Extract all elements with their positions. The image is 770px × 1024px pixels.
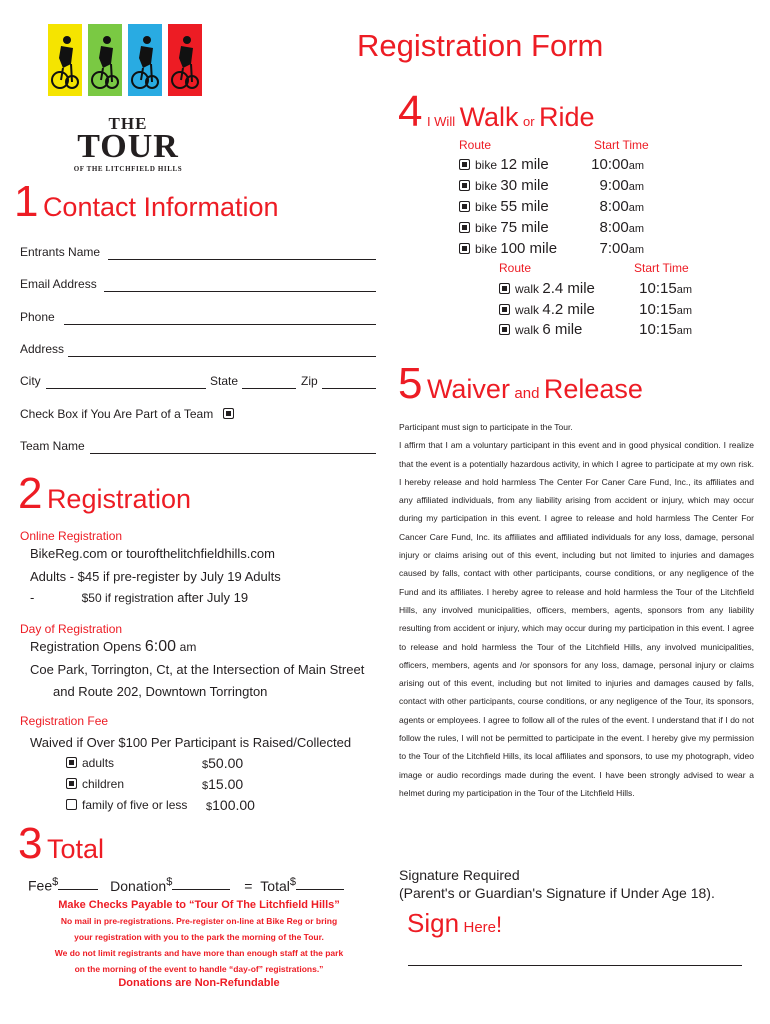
- walk-time-value: 10:15: [639, 301, 677, 318]
- adults-late-price: [30, 590, 248, 605]
- phone-field[interactable]: [64, 324, 376, 325]
- bike-time-value: 10:00: [591, 156, 629, 173]
- walk-option-4-2: [499, 301, 595, 318]
- registration-opens-time: 6:00: [144, 638, 177, 655]
- donation-label: Donation: [110, 877, 167, 894]
- bike-option-100: [459, 240, 557, 257]
- walk-6-checkbox[interactable]: [499, 324, 510, 335]
- bike-12-checkbox[interactable]: [459, 159, 470, 170]
- bike-time-100: [600, 240, 644, 257]
- bike-time-value: 7:00: [599, 240, 629, 257]
- bike-distance: 12 mile: [500, 156, 549, 173]
- fee-children-amount: [202, 776, 243, 792]
- section4-heading: [398, 87, 595, 136]
- notice-line-4: on the morning of the event to handle “day-of” registrations.”: [74, 964, 324, 974]
- bike-time-30: [600, 177, 644, 194]
- dollar-sign: $: [52, 876, 59, 888]
- am-label: am: [628, 202, 644, 214]
- fee-family-value: 100.00: [212, 797, 255, 813]
- logo-panel-green: [88, 24, 122, 96]
- cyclist-icon: [91, 34, 119, 92]
- fee-total-label: Fee: [28, 877, 53, 894]
- dollar-sign: $: [202, 780, 209, 792]
- bike-option-30: [459, 177, 549, 194]
- entrants-name-field[interactable]: [108, 259, 376, 260]
- bike-option-75: [459, 219, 549, 236]
- sign-here-label: [407, 908, 502, 939]
- dollar-sign: $: [206, 801, 213, 813]
- walk-2-4-checkbox[interactable]: [499, 283, 510, 294]
- sign-word: Sign: [407, 908, 460, 938]
- zip-field[interactable]: [322, 388, 376, 389]
- bike-label: bike: [475, 200, 498, 214]
- bike-label: bike: [475, 158, 498, 172]
- fee-family-amount: [206, 797, 255, 813]
- bike-option-12: [459, 156, 549, 173]
- section3-title: Total: [46, 834, 104, 864]
- notice-line-1: No mail in pre-registrations. Pre-register on-line at Bike Reg or bring: [60, 916, 338, 926]
- bike-distance: 55 mile: [500, 198, 549, 215]
- address-field[interactable]: [68, 356, 376, 357]
- equals-sign: =: [244, 877, 253, 894]
- team-name-field[interactable]: [90, 453, 376, 454]
- team-check-row: [20, 407, 239, 421]
- walk-label: walk: [515, 303, 540, 317]
- signature-guardian-note: (Parent's or Guardian's Signature if Under Age 18).: [399, 885, 715, 901]
- bike-time-75: [600, 219, 644, 236]
- am-label: am: [628, 181, 644, 193]
- fee-family-checkbox[interactable]: [66, 799, 77, 810]
- email-field[interactable]: [104, 291, 376, 292]
- donation-field[interactable]: [172, 889, 230, 890]
- address-label: Address: [20, 342, 65, 356]
- make-checks-payable: Make Checks Payable to “Tour Of The Litchfield Hills”: [58, 899, 340, 911]
- email-label: Email Address: [20, 277, 97, 291]
- location-line-2: and Route 202, Downtown Torrington: [53, 684, 268, 699]
- walk-route-header: Route: [499, 261, 532, 275]
- walk-distance: 6 mile: [542, 321, 583, 338]
- walk-time-value: 10:15: [639, 321, 677, 338]
- city-field[interactable]: [46, 388, 206, 389]
- am-label: am: [628, 223, 644, 235]
- phone-label: Phone: [20, 310, 55, 324]
- fee-adults-value: 50.00: [208, 755, 244, 771]
- cyclist-icon: [51, 34, 79, 92]
- entrants-name-label: Entrants Name: [20, 245, 101, 259]
- logo-subtitle: OF THE LITCHFIELD HILLS: [73, 165, 183, 173]
- bike-distance: 100 mile: [500, 240, 558, 257]
- walk-start-header: Start Time: [634, 261, 689, 275]
- section5-title-a: Waiver: [426, 374, 510, 404]
- section3-heading: [18, 819, 104, 868]
- bike-start-header: Start Time: [594, 138, 649, 152]
- bike-100-checkbox[interactable]: [459, 243, 470, 254]
- non-refundable-note: Donations are Non-Refundable: [118, 977, 280, 989]
- team-check-label: Check Box if You Are Part of a Team: [20, 407, 214, 421]
- team-checkbox[interactable]: [223, 408, 234, 419]
- bike-label: bike: [475, 242, 498, 256]
- logo-panel-blue: [128, 24, 162, 96]
- fee-adults-row: [66, 756, 114, 770]
- section5-number: 5: [398, 359, 423, 408]
- walk-distance: 2.4 mile: [542, 280, 595, 297]
- adults-prereg-price: Adults - $45 if pre-register by July 19 Adults: [30, 569, 281, 584]
- fee-adults-amount: [202, 755, 243, 771]
- section4-number: 4: [398, 87, 423, 136]
- fee-waived-note: Waived if Over $100 Per Participant is Raised/Collected: [30, 735, 352, 750]
- notice-line-2: your registration with you to the park the morning of the Tour.: [74, 932, 324, 942]
- walk-label: walk: [515, 323, 540, 337]
- waiver-text: [399, 418, 754, 802]
- late-price-text-a: $50 if registration: [81, 591, 174, 605]
- walk-label: walk: [515, 282, 540, 296]
- walk-option-2-4: [499, 280, 595, 297]
- section2-number: 2: [18, 469, 43, 518]
- online-registration-site: BikeReg.com or tourofthelitchfieldhills.com: [30, 546, 275, 561]
- bike-time-12: [591, 156, 644, 173]
- fee-children-checkbox[interactable]: [66, 778, 77, 789]
- grand-total-label: Total: [260, 877, 290, 894]
- dollar-sign: $: [289, 876, 296, 888]
- bike-label: bike: [475, 221, 498, 235]
- location-line-1: Coe Park, Torrington, Ct, at the Intersection of Main Street: [30, 662, 365, 677]
- section4-title-d: Ride: [539, 102, 595, 132]
- logo-tour: TOUR: [77, 128, 179, 165]
- fee-children-label: children: [82, 777, 125, 791]
- fee-adults-label: adults: [82, 756, 115, 770]
- bike-label: bike: [475, 179, 498, 193]
- bike-30-checkbox[interactable]: [459, 180, 470, 191]
- grand-total-field[interactable]: [296, 889, 344, 890]
- am-label: am: [676, 305, 692, 317]
- walk-time-value: 10:15: [639, 280, 677, 297]
- walk-option-6: [499, 321, 582, 338]
- fee-family-label: family of five or less: [82, 798, 188, 812]
- cyclist-icon: [171, 34, 199, 92]
- bike-time-value: 8:00: [599, 198, 629, 215]
- dollar-sign: $: [202, 759, 209, 771]
- signature-line[interactable]: [408, 965, 742, 966]
- bike-distance: 30 mile: [500, 177, 549, 194]
- logo-panel-red: [168, 24, 202, 96]
- section5-title-c: Release: [543, 374, 643, 404]
- fee-children-row: [66, 777, 124, 791]
- registration-opens-label: Registration Opens: [30, 639, 142, 654]
- section5-title-b: and: [514, 385, 540, 402]
- totals-row: [28, 876, 344, 894]
- fee-children-value: 15.00: [208, 776, 244, 792]
- walk-distance: 4.2 mile: [542, 301, 595, 318]
- dollar-sign: $: [166, 876, 173, 888]
- am-label: am: [676, 284, 692, 296]
- registration-fee-heading: Registration Fee: [20, 714, 109, 728]
- walk-time-6: [639, 321, 692, 338]
- registration-opens-ampm: am: [179, 640, 197, 654]
- waiver-intro: Participant must sign to participate in the Tour.: [399, 422, 573, 432]
- bike-time-55: [600, 198, 644, 215]
- notice-line-3: We do not limit registrants and have more than enough staff at the park: [54, 948, 344, 958]
- am-label: am: [628, 160, 644, 172]
- section4-title-c: or: [523, 114, 535, 129]
- section5-heading: [398, 359, 643, 408]
- bike-time-value: 9:00: [599, 177, 629, 194]
- fee-family-row: [66, 798, 187, 812]
- walk-4-2-checkbox[interactable]: [499, 304, 510, 315]
- page-title: Registration Form: [357, 28, 604, 63]
- walk-time-4-2: [639, 301, 692, 318]
- city-label: City: [20, 374, 41, 388]
- late-price-dash: -: [30, 590, 35, 605]
- registration-opens: [30, 638, 196, 656]
- logo-the: THE: [108, 114, 148, 133]
- logo-panel-yellow: [48, 24, 82, 96]
- sign-exclamation: !: [496, 912, 503, 937]
- online-registration-heading: Online Registration: [20, 529, 123, 543]
- here-word: Here: [463, 919, 497, 936]
- am-label: am: [676, 325, 692, 337]
- signature-required: Signature Required: [399, 867, 520, 883]
- cyclist-icon: [131, 34, 159, 92]
- state-field[interactable]: [242, 388, 296, 389]
- bike-55-checkbox[interactable]: [459, 201, 470, 212]
- section1-heading: [14, 177, 279, 226]
- day-of-registration-heading: Day of Registration: [20, 622, 123, 636]
- section3-number: 3: [18, 819, 43, 868]
- zip-label: Zip: [301, 374, 318, 388]
- section2-heading: [18, 469, 192, 518]
- team-name-label: Team Name: [20, 439, 85, 453]
- bike-option-55: [459, 198, 549, 215]
- late-price-text-b: after July 19: [177, 590, 249, 605]
- am-label: am: [628, 244, 644, 256]
- waiver-body: I affirm that I am a voluntary participant in this event and in good physical condition. I realize that the event is a potentially hazardous activity, in which I agree to participate at my own risk. I hereby release and hold harmless The Center For Caner Care Fund, Inc., its affiliates and any affiliated individuals, from any liability arising from accident or injury, which may occur during my participation in this event. I agree to release and hold harmless The Center For Cancer Care Fund, Inc. its affiliates and affiliated individuals for any loss, damage, personal injury or claims arising out of this event, including but not limited to injuries and damages caused by falls, contact with other participants, course conditions, or any negligence of the Fund and its affiliates. I hereby agree to release and hold harmless the Tour of the Litchfield Hills, any involved municipalities, officers, members, agents, sponsors from any liability resulting from accident or injury, which may occur during my participation in this event. I agree to release and hold harmless the Tour of the Litchfield Hills, any involved municipalities, officers, members, agents and /or sponsors for any loss, damage, personal injury or claims arising out of this event, including but not limited to injuries and damages caused by falls, contact with other participants, course conditions, or any negligence of the Tour, its sponsors, agents or employees. I agree to follow all of the rules of the event. I understand that if I do not follow the rules, I will not be permitted to participate in the event. I hereby give my permission to the Tour of the Litchfield Hills, its local affiliates and sponsors, to use my photograph, video image or audio recordings made during the event. I have been strongly advised to wear a helmet during my participation in the Tour of the Litchfield Hills.: [399, 440, 754, 798]
- state-label: State: [210, 374, 239, 388]
- bike-route-header: Route: [459, 138, 492, 152]
- fee-total-field[interactable]: [58, 889, 98, 890]
- section1-title: Contact Information: [42, 192, 279, 222]
- section2-title: Registration: [46, 484, 192, 514]
- fee-adults-checkbox[interactable]: [66, 757, 77, 768]
- section4-title-a: I Will: [426, 114, 456, 129]
- walk-time-2-4: [639, 280, 692, 297]
- section4-title-b: Walk: [459, 102, 519, 132]
- bike-75-checkbox[interactable]: [459, 222, 470, 233]
- section1-number: 1: [14, 177, 39, 226]
- bike-distance: 75 mile: [500, 219, 549, 236]
- bike-time-value: 8:00: [599, 219, 629, 236]
